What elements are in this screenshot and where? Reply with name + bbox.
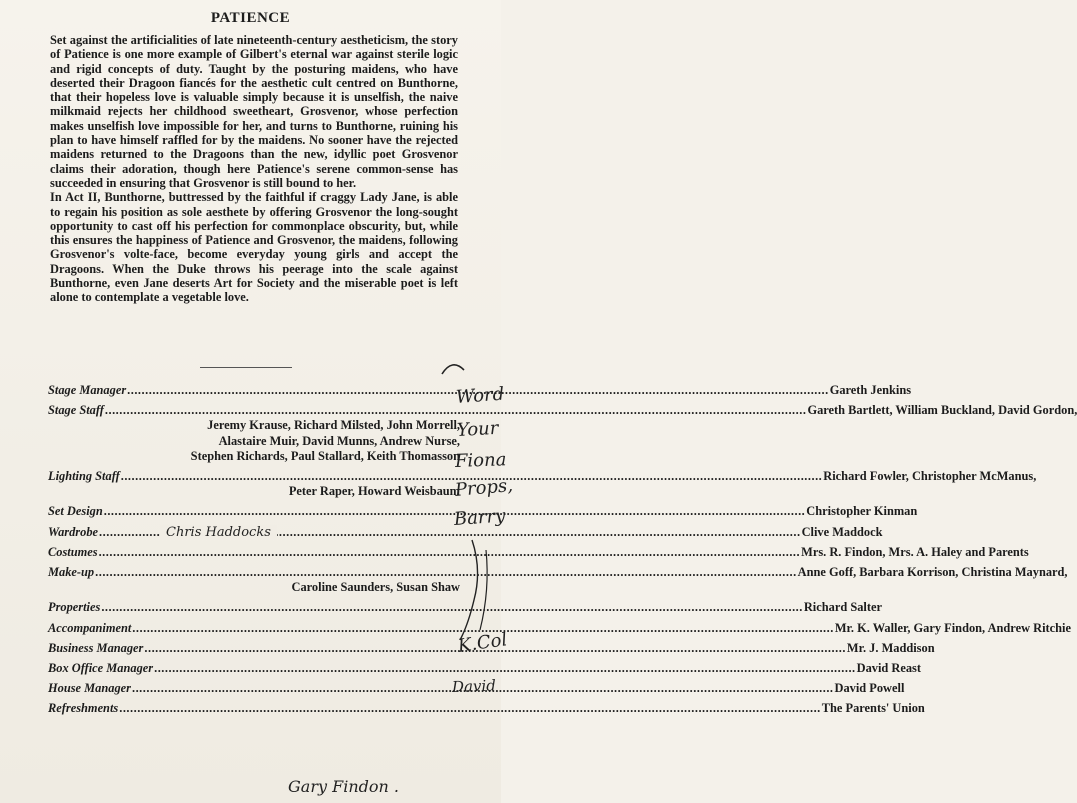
credit-role: Refreshments — [48, 701, 119, 716]
credit-names-cont: Caroline Saunders, Susan Shaw — [291, 580, 460, 595]
credit-role: Business Manager — [48, 640, 144, 655]
credit-role: Make-up — [48, 565, 95, 580]
credit-names: The Parents' Union — [821, 701, 925, 716]
credit-names: Gareth Bartlett, William Buckland, David Gordon, — [807, 403, 1077, 418]
credit-names: Anne Goff, Barbara Korrison, Christina Maynard, — [797, 565, 1068, 580]
synopsis-paragraph-1: Set against the artificialities of late nineteenth-century aestheticism, the story of Patience is one more example of Gilbert's eternal war against sterile logic and rigid concepts of duty. Taught by the posturing maidens, who have deserted their Dragoon fiancés for the aesthetic cult centred on Bunthorne, that their hopeless love is valuable simply because it is unselfish, the naive milkmaid rejects her childhood sweetheart, Grosvenor, whose perfection makes unselfish love impossible for her, and turns to Bunthorne, ruining his plan to have himself raffled for by the maidens. No sooner have the rejected maidens returned to the Dragoons than the new, idyllic poet Grosvenor claims their adoration, though here Patience's serene common-sense has succeeded in ensuring that Grosvenor is still bound to her. — [50, 33, 458, 190]
credit-role: Stage Manager — [48, 383, 127, 397]
credit-role: Set Design — [48, 504, 103, 519]
credit-names: Gareth Jenkins — [829, 383, 912, 397]
credit-make-up — [48, 565, 1068, 595]
credit-house-manager — [48, 681, 905, 696]
pen-marks-icon — [440, 340, 500, 670]
credit-wardrobe — [48, 524, 883, 540]
credit-names-cont: Alastaire Muir, David Munns, Andrew Nurse, — [218, 433, 460, 448]
margin-note: Props, — [454, 474, 514, 501]
credit-names: Richard Fowler, Christopher McManus, — [823, 469, 1037, 484]
leader-dots — [119, 701, 821, 716]
leader-dots — [154, 661, 856, 676]
credit-refreshments — [48, 701, 925, 716]
credit-names: Clive Maddock — [801, 524, 883, 539]
synopsis — [50, 33, 458, 305]
credit-role: Accompaniment — [48, 620, 132, 635]
credit-names: Mrs. R. Findon, Mrs. A. Haley and Parents — [801, 544, 1029, 559]
page-title: PATIENCE — [210, 10, 291, 26]
credit-names: David Powell — [834, 681, 905, 696]
credit-role: Properties — [48, 600, 101, 615]
credit-properties — [48, 600, 882, 615]
credit-role: Lighting Staff — [48, 469, 120, 484]
credit-names-cont: Peter Raper, Howard Weisbaum — [288, 484, 460, 499]
signature: Gary Findon . — [288, 777, 399, 796]
credit-costumes — [48, 544, 1029, 560]
credit-role: Wardrobe — [48, 524, 99, 539]
divider-rule — [200, 367, 292, 368]
credit-names: Christopher Kinman — [806, 504, 918, 519]
credit-role: Box Office Manager — [48, 661, 154, 676]
margin-note: David — [451, 676, 497, 696]
credit-names: Richard Salter — [803, 600, 882, 615]
credit-names: Mr. J. Maddison — [846, 640, 935, 655]
margin-note: K.Col — [456, 629, 509, 657]
credit-accompaniment — [48, 620, 1071, 636]
handwritten-annotation: Chris Haddocks — [160, 525, 277, 540]
credit-names-cont: Stephen Richards, Paul Stallard, Keith Thomasson — [190, 448, 460, 463]
margin-note: Word — [455, 383, 505, 408]
credit-names: Mr. K. Waller, Gary Findon, Andrew Ritchie — [834, 620, 1071, 635]
credit-names-cont: Jeremy Krause, Richard Milsted, John Morrell, — [207, 418, 460, 433]
credit-role: Stage Staff — [48, 403, 104, 418]
synopsis-paragraph-2: In Act II, Bunthorne, buttressed by the faithful if craggy Lady Jane, is able to regain his position as sole aesthete by offering Grosvenor the long-sought opportunity to cast off his perfection for commonplace obscurity, but, while this ensures the happiness of Patience and Grosvenor, the maidens, following Grosvenor's volte-face, become everyday young girls and accept the Dragoons. When the Duke throws his peerage into the scale against Bunthorne, even Jane deserts Art for Society and the miserable poet is left alone to contemplate a vegetable love. — [50, 190, 458, 305]
credit-role: House Manager — [48, 681, 131, 696]
credit-role: Costumes — [48, 544, 98, 559]
credit-box-office-manager — [48, 661, 922, 676]
margin-note: Your — [456, 417, 499, 441]
credit-names: David Reast — [856, 661, 922, 676]
margin-note: Fiona — [454, 449, 507, 472]
margin-note: Barry — [453, 505, 506, 530]
